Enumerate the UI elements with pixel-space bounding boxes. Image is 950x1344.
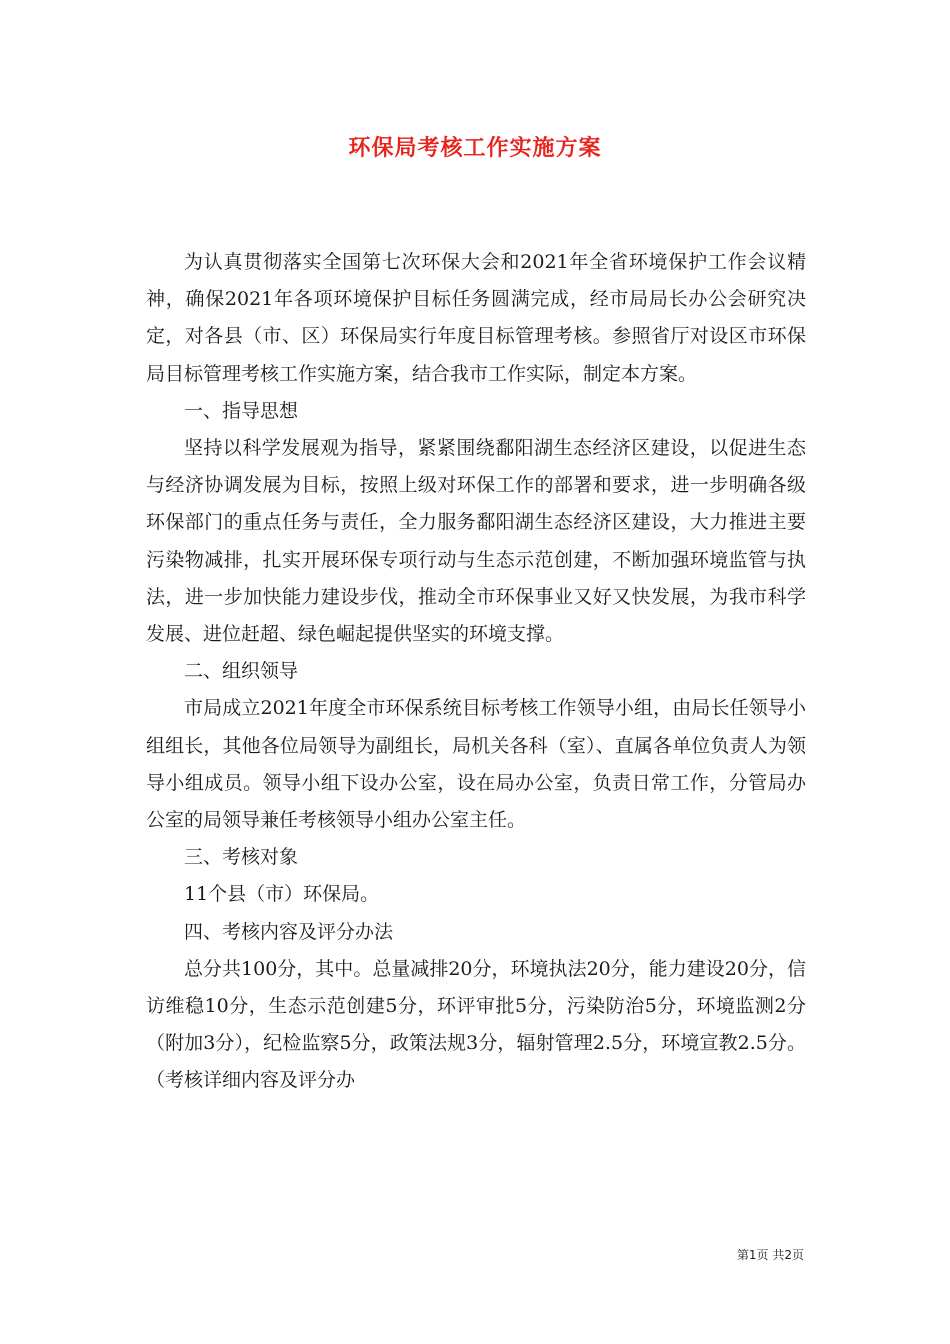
organization-paragraph: 市局成立2021年度全市环保系统目标考核工作领导小组，由局长任领导小组组长，其他各位局领导为副组长，局机关各科（室）、直属各单位负责人为领导小组成员。领导小组下设办公室，设在局办公室，负责日常工作，分管局办公室的局领导兼任考核领导小组办公室主任。 [146, 697, 806, 832]
page-number-footer: 第1页 共2页 [736, 1248, 804, 1262]
document-body [146, 244, 806, 1100]
section-heading-assessment-content: 四、考核内容及评分办法 [184, 920, 394, 943]
section-heading-organization: 二、组织领导 [184, 660, 299, 683]
intro-paragraph: 为认真贯彻落实全国第七次环保大会和2021年全省环境保护工作会议精神，确保2021年各项环境保护目标任务圆满完成，经市局局长办公会研究决定，对各县（市、区）环保局实行年度目标管理考核。参照省厅对设区市环保局目标管理考核工作实施方案，结合我市工作实际，制定本方案。 [146, 251, 806, 385]
section-heading-guiding-thought: 一、指导思想 [184, 399, 299, 422]
section-heading-assessment-target: 三、考核对象 [184, 846, 299, 869]
guiding-thought-paragraph: 坚持以科学发展观为指导，紧紧围绕鄱阳湖生态经济区建设，以促进生态与经济协调发展为目标，按照上级对环保工作的部署和要求，进一步明确各级环保部门的重点任务与责任，全力服务鄱阳湖生态经济区建设，大力推进主要污染物减排，扎实开展环保专项行动与生态示范创建，不断加强环境监管与执法，进一步加快能力建设步伐，推动全市环保事业又好又快发展，为我市科学发展、进位赶超、绿色崛起提供坚实的环境支撑。 [146, 437, 806, 646]
assessment-target-paragraph: 11个县（市）环保局。 [184, 883, 380, 906]
assessment-content-paragraph: 总分共100分，其中。总量减排20分，环境执法20分，能力建设20分，信访维稳10分，生态示范创建5分，环评审批5分，污染防治5分，环境监测2分（附加3分），纪检监察5分，政策法规3分，辐射管理2.5分，环境宣教2.5分。（考核详细内容及评分办 [146, 957, 806, 1092]
document-title: 环保局考核工作实施方案 [348, 135, 602, 161]
